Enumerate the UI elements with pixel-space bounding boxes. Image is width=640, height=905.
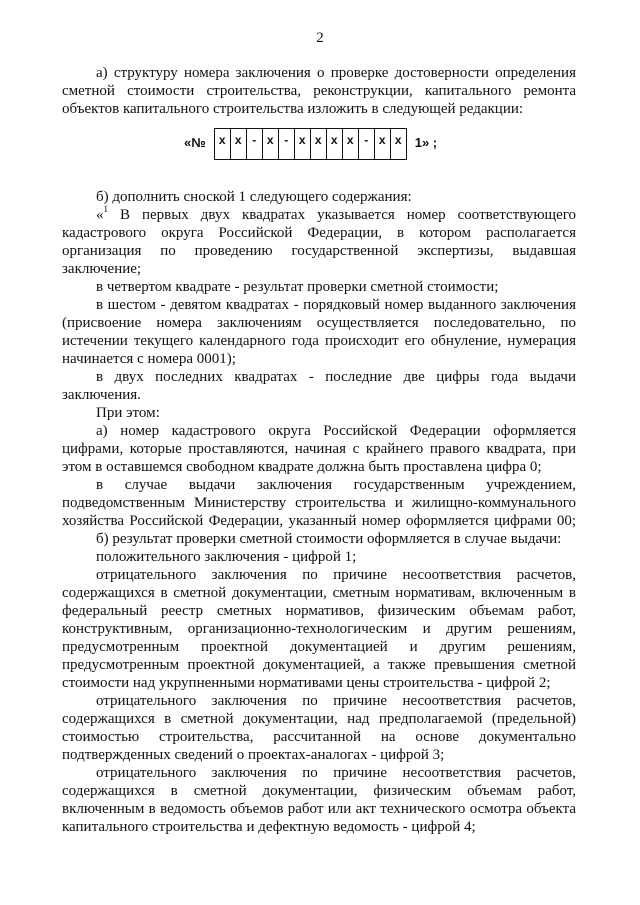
body-line: содержащихся в сметной документации, физическим объемам работ, — [62, 783, 576, 799]
body-line: организация по проведению государственной экспертизы, выдавшая — [62, 243, 576, 259]
body-line: б) результат проверки сметной стоимости оформляется в случае выдачи: — [96, 531, 562, 547]
body-line: цифрами, которые проставляются, начиная с крайнего правого квадрата, при — [62, 441, 576, 457]
number-cell: x — [231, 129, 247, 159]
body-line: а) номер кадастрового округа Российской Федерации оформляется — [96, 423, 576, 439]
body-line: содержащихся в сметной документации, над предполагаемой (предельной) — [62, 711, 576, 727]
body-line: в четвертом квадрате - результат проверки сметной стоимости; — [96, 279, 499, 295]
conclusion-number-format — [184, 128, 437, 160]
body-line: этом в оставшемся свободном квадрате должна быть проставлена цифра 0; — [62, 459, 542, 475]
body-line: подведомственным Министерству строительства и жилищно-коммунального — [62, 495, 576, 511]
body-line: начинается с номера 0001); — [62, 351, 236, 367]
number-prefix: «№ — [184, 135, 206, 150]
number-cell: - — [279, 129, 295, 159]
number-cell: x — [311, 129, 327, 159]
body-line: предусмотренным проектной документацией, а также превышения сметной — [62, 657, 576, 673]
number-cell: - — [359, 129, 375, 159]
footnote-open-quote: « — [96, 207, 104, 223]
number-cell: x — [394, 133, 402, 147]
body-line: в случае выдачи заключения государственным учреждением, — [96, 477, 576, 493]
body-line: предусмотренным проектной документацией и другим решениям, — [62, 639, 576, 655]
body-line: заключения. — [62, 387, 141, 403]
body-line: содержащихся в сметной документации, сметным нормативам, включенным в — [62, 585, 576, 601]
body-line: положительного заключения - цифрой 1; — [96, 549, 357, 565]
intro-line: сметной стоимости строительства, реконструкции, капитального ремонта — [62, 83, 576, 99]
body-line: конструктивным, организационно-технологическим и другим решениям, — [62, 621, 576, 637]
number-cell: x — [263, 129, 279, 159]
body-line: отрицательного заключения по причине несоответствия расчетов, — [96, 567, 576, 583]
page-number: 2 — [316, 30, 324, 46]
body-line: (присвоение номера заключениям осуществляется последовательно, по — [62, 315, 576, 331]
body-line: включенным в ведомость объемов работ или акт технического осмотра объекта — [62, 801, 576, 817]
body-line: При этом: — [96, 405, 160, 421]
intro-line: а) структуру номера заключения о проверке достоверности определения — [96, 65, 576, 81]
number-cell: x — [343, 129, 359, 159]
number-cell: x — [295, 129, 311, 159]
number-cell: x — [327, 129, 343, 159]
footnote-first-line — [96, 206, 576, 224]
body-line: отрицательного заключения по причине несоответствия расчетов, — [96, 765, 576, 781]
number-cell: x — [375, 129, 391, 159]
body-line: истечении текущего календарного года происходит его обнуление, нумерация — [62, 333, 576, 349]
footnote-mark: 1 — [103, 204, 108, 214]
body-line: стоимости над укрупненными нормативами цены строительства - цифрой 2; — [62, 675, 551, 691]
number-suffix: 1» ; — [414, 135, 438, 150]
number-cells — [214, 128, 407, 160]
body-line: капитального строительства и дефектную ведомость - цифрой 4; — [62, 819, 476, 835]
body-line: отрицательного заключения по причине несоответствия расчетов, — [96, 693, 576, 709]
footnote-text: В первых двух квадратах указывается номер соответствующего — [119, 207, 577, 223]
footnote-intro: б) дополнить сноской 1 следующего содержания: — [96, 189, 412, 205]
body-line: кадастрового округа Российской Федерации, в котором располагается — [62, 225, 576, 241]
body-line: хозяйства Российской Федерации, указанный номер оформляется цифрами 00; — [62, 513, 576, 529]
body-line: в двух последних квадратах - последние две цифры года выдачи — [96, 369, 576, 385]
body-line: заключение; — [62, 261, 142, 277]
intro-line: объектов капитального строительства изложить в следующей редакции: — [62, 101, 524, 117]
body-line: стоимостью строительства, рассчитанной на основе документально — [62, 729, 576, 745]
body-line: в шестом - девятом квадратах - порядковый номер выданного заключения — [96, 297, 576, 313]
body-line: подтвержденных сведений о проектах-аналогах - цифрой 3; — [62, 747, 445, 763]
number-cell: x — [215, 129, 231, 159]
number-cell: - — [247, 129, 263, 159]
body-line: федеральный реестр сметных нормативов, физическим объемам работ, — [62, 603, 576, 619]
